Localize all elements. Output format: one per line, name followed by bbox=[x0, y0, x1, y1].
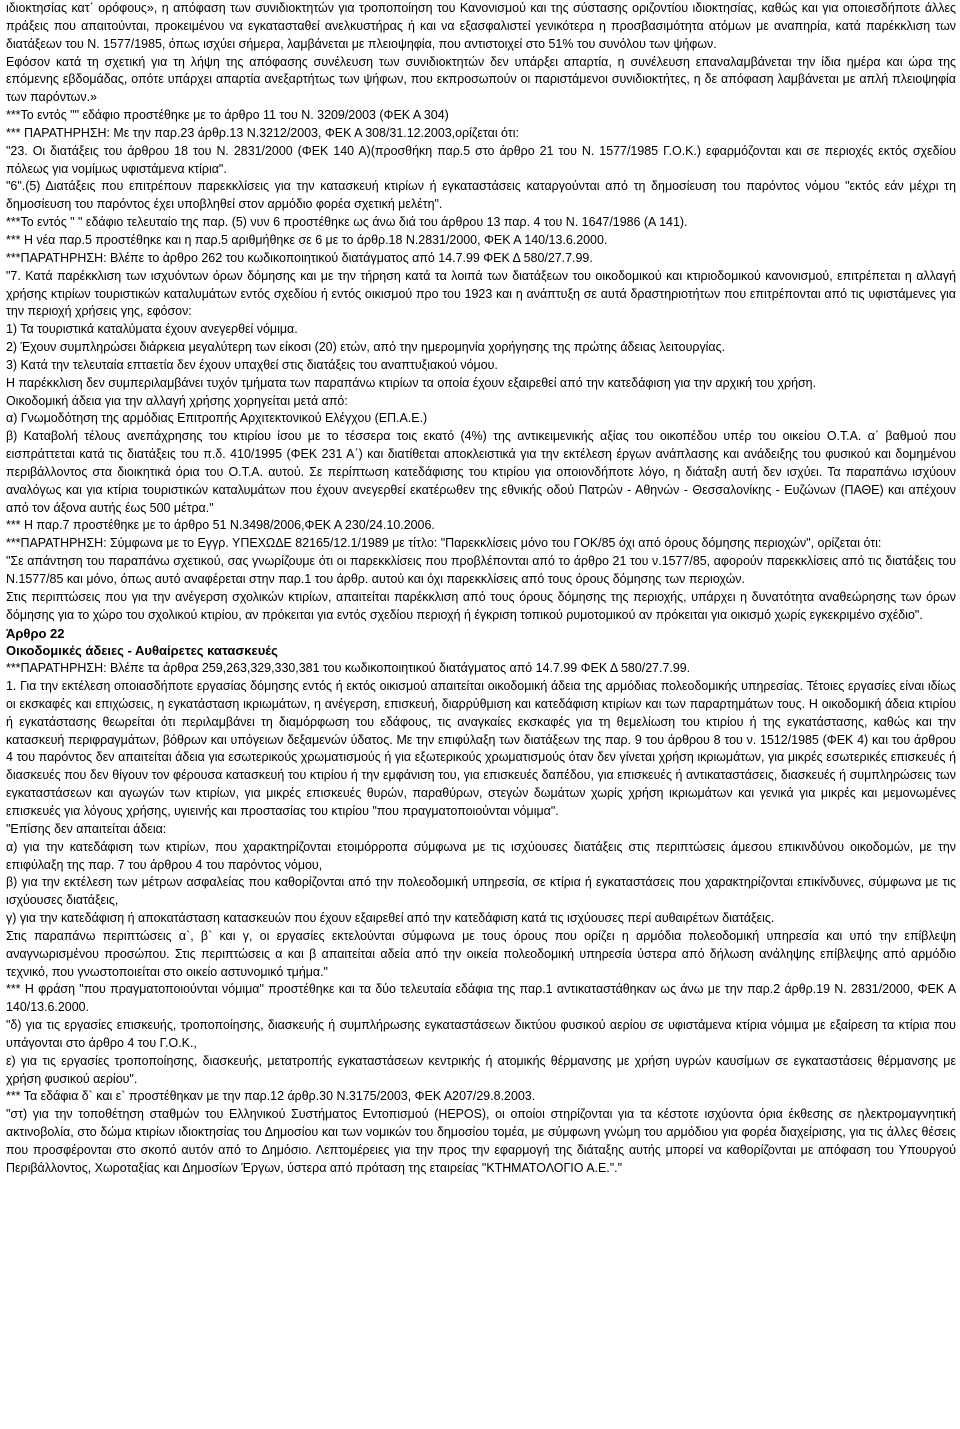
heading: Οικοδομικές άδειες - Αυθαίρετες κατασκευές bbox=[6, 643, 278, 659]
paragraph: "δ) για τις εργασίες επισκευής, τροποποίησης, διασκευής ή συμπλήρωσης εγκαταστάσεων δικτύου φυσικού αερίου σε υφιστάμενα κτίρια νόμιμα με εξαίρεση τα κτίρια που υπάγονται στο άρθρο 4 του Γ.Ο.Κ., bbox=[6, 1018, 956, 1050]
paragraph: Στις παραπάνω περιπτώσεις α`, β` και γ, οι εργασίες εκτελούνται σύμφωνα με τους όρους που ορίζει η αρμόδια πολεοδομική υπηρεσία και υπό την επίβλεψη αναγνωρισμένου προσώπου. Στις περιπτώσεις α και β απαιτείται αδεία από την οικεία πολεοδομική υπηρεσία ύστερα από δήλωση ανάληψης επίβλεψης από αρμόδιο τεχνικό, που γνωστοποιείται στο οικείο αστυνομικό τμήμα." bbox=[6, 928, 956, 979]
paragraph: α) Γνωμοδότηση της αρμόδιας Επιτροπής Αρχιτεκτονικού Ελέγχου (ΕΠ.Α.Ε.) bbox=[6, 411, 428, 426]
paragraph: *** Τα εδάφια δ` και ε` προστέθηκαν με την παρ.12 άρθρ.30 Ν.3175/2003, ΦΕΚ Α207/29.8.2003. bbox=[6, 1089, 536, 1104]
paragraph: Οικοδομική άδεια για την αλλαγή χρήσης χορηγείται μετά από: bbox=[6, 393, 348, 408]
paragraph: *** Η παρ.7 προστέθηκε με το άρθρο 51 Ν.3498/2006,ΦΕΚ Α 230/24.10.2006. bbox=[6, 518, 435, 533]
paragraph: ε) για τις εργασίες τροποποίησης, διασκευής, μετατροπής εγκαταστάσεων κεντρικής ή ατομικής θέρμανσης με χρήση υγρών καυσίμων σε εγκαταστάσεις θέρμανσης με χρήση φυσικού αερίου". bbox=[6, 1053, 956, 1086]
heading: Άρθρο 22 bbox=[6, 625, 65, 641]
paragraph: γ) για την κατεδάφιση ή αποκατάσταση κατασκευών που έχουν εξαιρεθεί από την κατεδάφιση κατά τις ισχύουσες περί αυθαιρέτων διατάξεις. bbox=[6, 911, 775, 926]
paragraph: 3) Κατά την τελευταία επταετία δεν έχουν υπαχθεί στις διατάξεις του αναπτυξιακού νόμου. bbox=[6, 357, 498, 372]
paragraph: 2) Έχουν συμπληρώσει διάρκεια μεγαλύτερη των είκοσι (20) ετών, από την ημερομηνία χορήγησης της πρώτης άδειας λειτουργίας. bbox=[6, 340, 726, 355]
paragraph: ***ΠΑΡΑΤΗΡΗΣΗ: Σύμφωνα με το Εγγρ. ΥΠΕΧΩΔΕ 82165/12.1/1989 με τίτλο: "Παρεκκλίσεις μόνο του ΓΟΚ/85 όχι από όρους δόμησης περιοχών", ορίζεται ότι: bbox=[6, 536, 882, 551]
paragraph: "7. Κατά παρέκκλιση των ισχυόντων όρων δόμησης και με την τήρηση κατά τα λοιπά των διατάξεων του οικοδομικού και κτιριοδομικού κανονισμού, επιτρέπεται η αλλαγή χρήσης κτιρίων τουριστικών καταλυμάτων εντός σχεδίου ή εντός οικισμού προ του 1923 και η ανάπτυξη σε αυτά δραστηριοτήτων που επιτρέπονται από τις υφιστάμενες για την περιοχή χρήσεις γης, εφόσον: bbox=[6, 268, 956, 319]
paragraph: Η παρέκκλιση δεν συμπεριλαμβάνει τυχόν τμήματα των παραπάνω κτιρίων τα οποία έχουν εξαιρεθεί από την κατεδάφιση για την αρχική του χρήση. bbox=[6, 375, 817, 390]
paragraph: ***ΠΑΡΑΤΗΡΗΣΗ: Βλέπε το άρθρο 262 του κωδικοποιητικού διατάγματος από 14.7.99 ΦΕΚ Δ 580/27.7.99. bbox=[6, 250, 593, 265]
paragraph: 1) Τα τουριστικά καταλύματα έχουν ανεγερθεί νόμιμα. bbox=[6, 322, 298, 337]
paragraph: "Σε απάντηση του παραπάνω σχετικού, σας γνωρίζουμε ότι οι παρεκκλίσεις που προβλέπονται από το άρθρο 21 του ν.1577/85, αφορούν παρεκκλίσεις από τις διατάξεις του Ν.1577/85 και μόνο, όπως αυτό αναφέρεται στην παρ.1 του άρθρ. αυτού και όχι παρεκκλίσεις από τους όρους δόμησης των περιοχών. bbox=[6, 554, 956, 586]
paragraph: *** ΠΑΡΑΤΗΡΗΣΗ: Με την παρ.23 άρθρ.13 Ν.3212/2003, ΦΕΚ Α 308/31.12.2003,ορίζεται ότι: bbox=[6, 125, 519, 140]
document-body bbox=[6, 0, 956, 1429]
paragraph: "Επίσης δεν απαιτείται άδεια: bbox=[6, 821, 167, 836]
paragraph: 1. Για την εκτέλεση οποιασδήποτε εργασίας δόμησης εντός ή εκτός οικισμού απαιτείται οικοδομική άδεια της αρμόδιας πολεοδομικής υπηρεσίας. Τέτοιες εργασίες είναι ιδίως οι εκσκαφές και επιχώσεις, η εγκατάσταση ικριωμάτων, η ανέγερση, επισκευή, διαρρύθμιση και κατεδάφιση κτιρίων και των παραρτημάτων τους. Η οικοδομική άδεια κτιρίου ή εγκατάστασης θεωρείται ότι περιλαμβάνει τη διαμόρφωση του εδάφους, τις αναγκαίες εκσκαφές για τη θεμελίωση του κτιρίου ή της εγκατάστασης, καθώς και την κατασκευή περιφραγμάτων, βόθρων και υπόγειων δεξαμενών ύδατος. Με την επιφύλαξη των διατάξεων της παρ. 9 του άρθρου 8 του ν. 1512/1985 (ΦΕΚ 4) και του άρθρου 4 του παρόντος δεν απαιτείται άδεια για εσωτερικούς χρωματισμούς ή για εξωτερικούς χρωματισμούς όταν δεν γίνεται χρήση ικριωμάτων, για μικρές εσωτερικές επισκευές ή διασκευές που δεν θίγουν τον φέρουσα κατασκευή του κτιρίου ή την εμφάνιση του, για επισκευές δαπέδου, για επισκευές ή αντικαταστάσεις, διασκευές ή συμπληρώσεις των εγκαταστάσεων και αγωγών των κτιρίων, για μικρές επισκευές θυρών, παραθύρων, στεγών δωμάτων χωρίς χρήση ικριωμάτων και γενικά για μικρές και μεμονωμένες επισκευές για λόγους χρήσης, υγιεινής και προστασίας του κτιρίου "που πραγματοποιούνται νόμιμα". bbox=[6, 679, 956, 818]
paragraph: β) για την εκτέλεση των μέτρων ασφαλείας που καθορίζονται από την πολεοδομική υπηρεσία, σε κτίρια ή εγκαταστάσεις που χαρακτηρίζονται επικίνδυνες, σύμφωνα με τις ισχύουσες διατάξεις, bbox=[6, 875, 956, 908]
paragraph: β) Καταβολή τέλους ανεπάχρησης του κτιρίου ίσου με το τέσσερα τοις εκατό (4%) της αντικειμενικής αξίας του οικοπέδου υπέρ του οικείου Ο.Τ.Α. α΄ βαθμού που εισπράττεται κατά τις διατάξεις του π.δ. 410/1995 (ΦΕΚ 231 Α΄) και διατίθεται αποκλειστικά για την εκτέλεση έργων ανάπλασης και ανάδειξης του φυσικού και δομημένου περιβάλλοντος στα διοικητικά όρια του Ο.Τ.Α. αυτού. Σε περίπτωση κατεδάφισης του κτιρίου για οποιονδήποτε λόγο, η διάταξη αυτή δεν ισχύει. Τα παραπάνω ισχύουν αναλόγως και για κτίρια τουριστικών καταλυμάτων που έχουν ανεγερθεί εκατέρωθεν της εθνικής οδού Πατρών - Αθηνών - Θεσσαλονίκης - Ευζώνων (ΠΑΘΕ) και απέχουν από τον άξονα αυτής έως 500 μέτρα." bbox=[6, 429, 956, 515]
paragraph: ***Το εντός "" εδάφιο προστέθηκε με το άρθρο 11 του Ν. 3209/2003 (ΦΕΚ Α 304) bbox=[6, 108, 449, 123]
paragraph: α) για την κατεδάφιση των κτιρίων, που χαρακτηρίζονται ετοιμόρροπα σύμφωνα με τις ισχύουσες διατάξεις στις περιπτώσεις άμεσου επικινδύνου οικοδομών, με την επιφύλαξη της παρ. 7 του άρθρου 4 του παρόντος νόμου, bbox=[6, 839, 956, 872]
paragraph: ***ΠΑΡΑΤΗΡΗΣΗ: Βλέπε τα άρθρα 259,263,329,330,381 του κωδικοποιητικού διατάγματος από 14.7.99 ΦΕΚ Δ 580/27.7.99. bbox=[6, 661, 691, 676]
paragraph: "23. Οι διατάξεις του άρθρου 18 του Ν. 2831/2000 (ΦΕΚ 140 Α)(προσθήκη παρ.5 στο άρθρο 21 του Ν. 1577/1985 Γ.Ο.Κ.) εφαρμόζονται και σε περιοχές εκτός σχεδίου πόλεως για νομίμως υφιστάμενα κτίρια". bbox=[6, 143, 956, 176]
paragraph: *** Η φράση "που πραγματοποιούνται νόμιμα" προστέθηκε και τα δύο τελευταία εδάφια της παρ.1 αντικαταστάθηκαν ως άνω με την παρ.2 άρθρ.19 Ν. 2831/2000, ΦΕΚ Α 140/13.6.2000. bbox=[6, 982, 956, 1015]
paragraph: *** Η νέα παρ.5 προστέθηκε και η παρ.5 αριθμήθηκε σε 6 με το άρθρ.18 Ν.2831/2000, ΦΕΚ Α 140/13.6.2000. bbox=[6, 232, 608, 247]
paragraph: Στις περιπτώσεις που για την ανέγερση σχολικών κτιρίων, απαιτείται παρέκκλιση από τους όρους δόμησης της περιοχής, υπάρχει η δυνατότητα αναθεώρησης των όρων δόμησης για το χώρο του σχολικού κτιρίου, αν πρόκειται για εντός σχεδίου περιοχή ή έγκριση τοπικού ρυμοτομικού αν πρόκειται για οικισμό χωρίς εγκεκριμένο σχέδιο". bbox=[6, 589, 956, 622]
paragraph: "στ) για την τοποθέτηση σταθμών του Ελληνικού Συστήματος Εντοπισμού (HEPOS), οι οποίοι στηρίζονται για τα κέστοτε ισχύοντα όρια έκθεσης σε ηλεκτρομαγνητική ακτινοβολία, στο δώμα κτιρίων ιδιοκτησίας του Δημοσίου και των νομικών του δημοσίου τομέα, με σύμφωνη γνώμη του αρμόδιου για φορέα διαχείρισης, για τις άλλες θέσεις που προσφέρονται στο σκοπό αυτόν από το Δημόσιο. Λεπτομέρειες για την προς την εφαρμογή της διάταξης αυτής μπορεί να καθορίζονται με απόφαση του Υπουργού Περιβάλλοντος, Χωροταξίας και Δημοσίων Έργων, ύστερα από πρόταση της εταιρείας "ΚΤΗΜΑΤΟΛΟΓΙΟ Α.Ε."." bbox=[6, 1107, 956, 1175]
paragraph: ιδιοκτησίας κατ΄ ορόφους», η απόφαση των συνιδιοκτητών για τροποποίηση του Κανονισμού και της σύστασης οριζοντίου ιδιοκτησίας, καθώς και για οποιεσδήποτε άλλες πράξεις που απαιτούνται, προκειμένου να εγκατασταθεί ανελκυστήρας ή και να εξασφαλιστεί γενικότερα η προσβασιμότητα ατόμων με αναπηρία, κατά παρέκκλιση των διατάξεων του Ν. 1577/1985, όπως ισχύει σήμερα, λαμβάνεται με πλειοψηφία, που αντιστοιχεί στο 51% του συνόλου των ψήφων. bbox=[6, 1, 956, 51]
paragraph: Εφόσον κατά τη σχετική για τη λήψη της απόφασης συνέλευση των συνιδιοκτητών δεν υπάρξει απαρτία, η συνέλευση επαναλαμβάνεται την ίδια ημέρα και ώρα της επόμενης εβδομάδας, οπότε υπάρχει απαρτία ανεξαρτήτως των ψήφων, που εκπροσωπούν οι παριστάμενοι συνιδιοκτήτες, η δε απόφαση λαμβάνεται με απλή πλειοψηφία των παρόντων.» bbox=[6, 54, 956, 105]
paragraph: ***Το εντός " " εδάφιο τελευταίο της παρ. (5) νυν 6 προστέθηκε ως άνω διά του άρθρου 13 παρ. 4 του Ν. 1647/1986 (Α 141). bbox=[6, 215, 688, 230]
paragraph: "6".(5) Διατάξεις που επιτρέπουν παρεκκλίσεις για την κατασκευή κτιρίων ή εγκαταστάσεις καταργούνται από τη δημοσίευση του παρόντος νόμου "εκτός εάν μέχρι τη δημοσίευση του παρόντος έχει υποβληθεί στον αρμόδιο φορέα σχετική μελέτη". bbox=[6, 179, 956, 212]
